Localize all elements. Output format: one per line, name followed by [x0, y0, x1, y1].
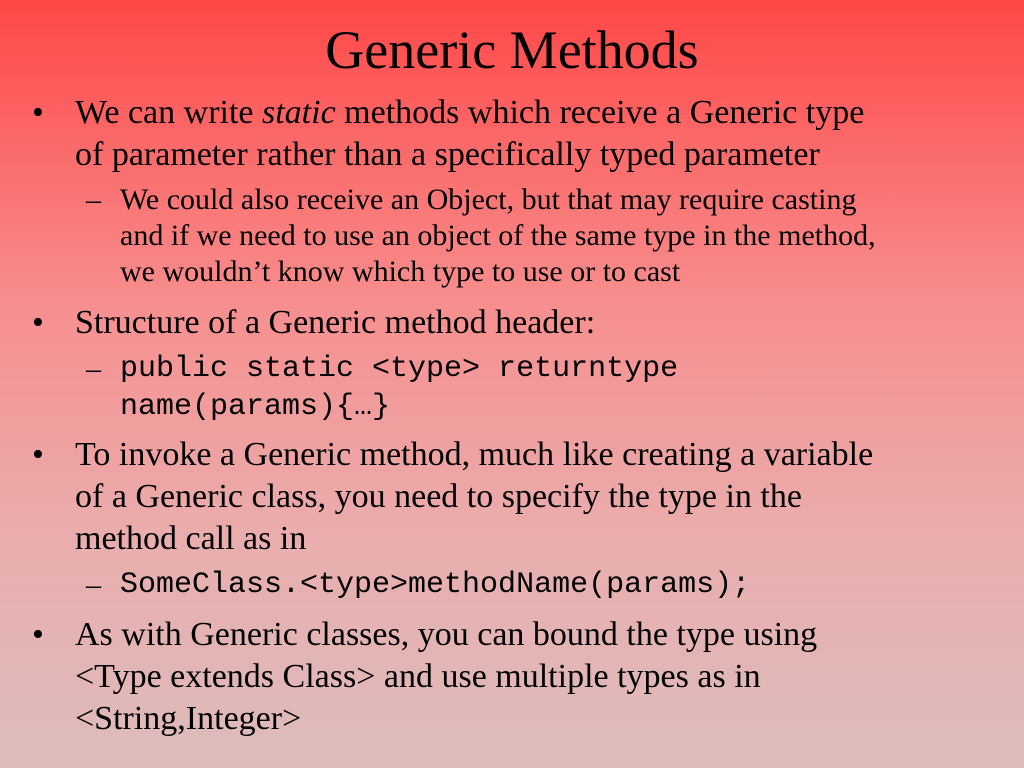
sub-bullet-marker: – [86, 352, 101, 385]
bullet-text: To invoke a Generic method, much like creating a variable [75, 436, 874, 473]
bullet-marker: • [32, 94, 44, 131]
sub-bullet-text: We could also receive an Object, but that may require casting [120, 183, 857, 216]
code-text: name(params){…} [120, 390, 391, 424]
bullet-text-part: We can write [75, 94, 262, 131]
bullet-text: As with Generic classes, you can bound the type using [75, 616, 818, 653]
sub-bullet-text: and if we need to use an object of the same type in the method, [120, 219, 876, 252]
bullet-text: method call as in [75, 520, 307, 557]
sub-bullet-text: we wouldn’t know which type to use or to cast [120, 255, 681, 288]
sub-bullet-marker: – [86, 568, 101, 601]
bullet-marker: • [32, 436, 44, 473]
bullet-text: of parameter rather than a specifically typed parameter [75, 136, 820, 173]
bullet-text: of a Generic class, you need to specify the type in the [75, 478, 802, 515]
bullet-marker: • [32, 616, 44, 653]
bullet-text-part: methods which receive a Generic type [335, 94, 865, 131]
bullet-text: <String,Integer> [75, 700, 302, 737]
emphasis-text: static [262, 94, 336, 131]
bullet-text: Structure of a Generic method header: [75, 304, 596, 341]
bullet-text [75, 92, 864, 134]
bullet-marker: • [32, 304, 44, 341]
sub-bullet-marker: – [86, 183, 101, 216]
bullet-text: <Type extends Class> and use multiple types as in [75, 658, 761, 695]
code-text: public static <type> returntype [120, 352, 679, 386]
code-text: SomeClass.<type>methodName(params); [120, 568, 751, 602]
slide-title: Generic Methods [325, 20, 699, 80]
